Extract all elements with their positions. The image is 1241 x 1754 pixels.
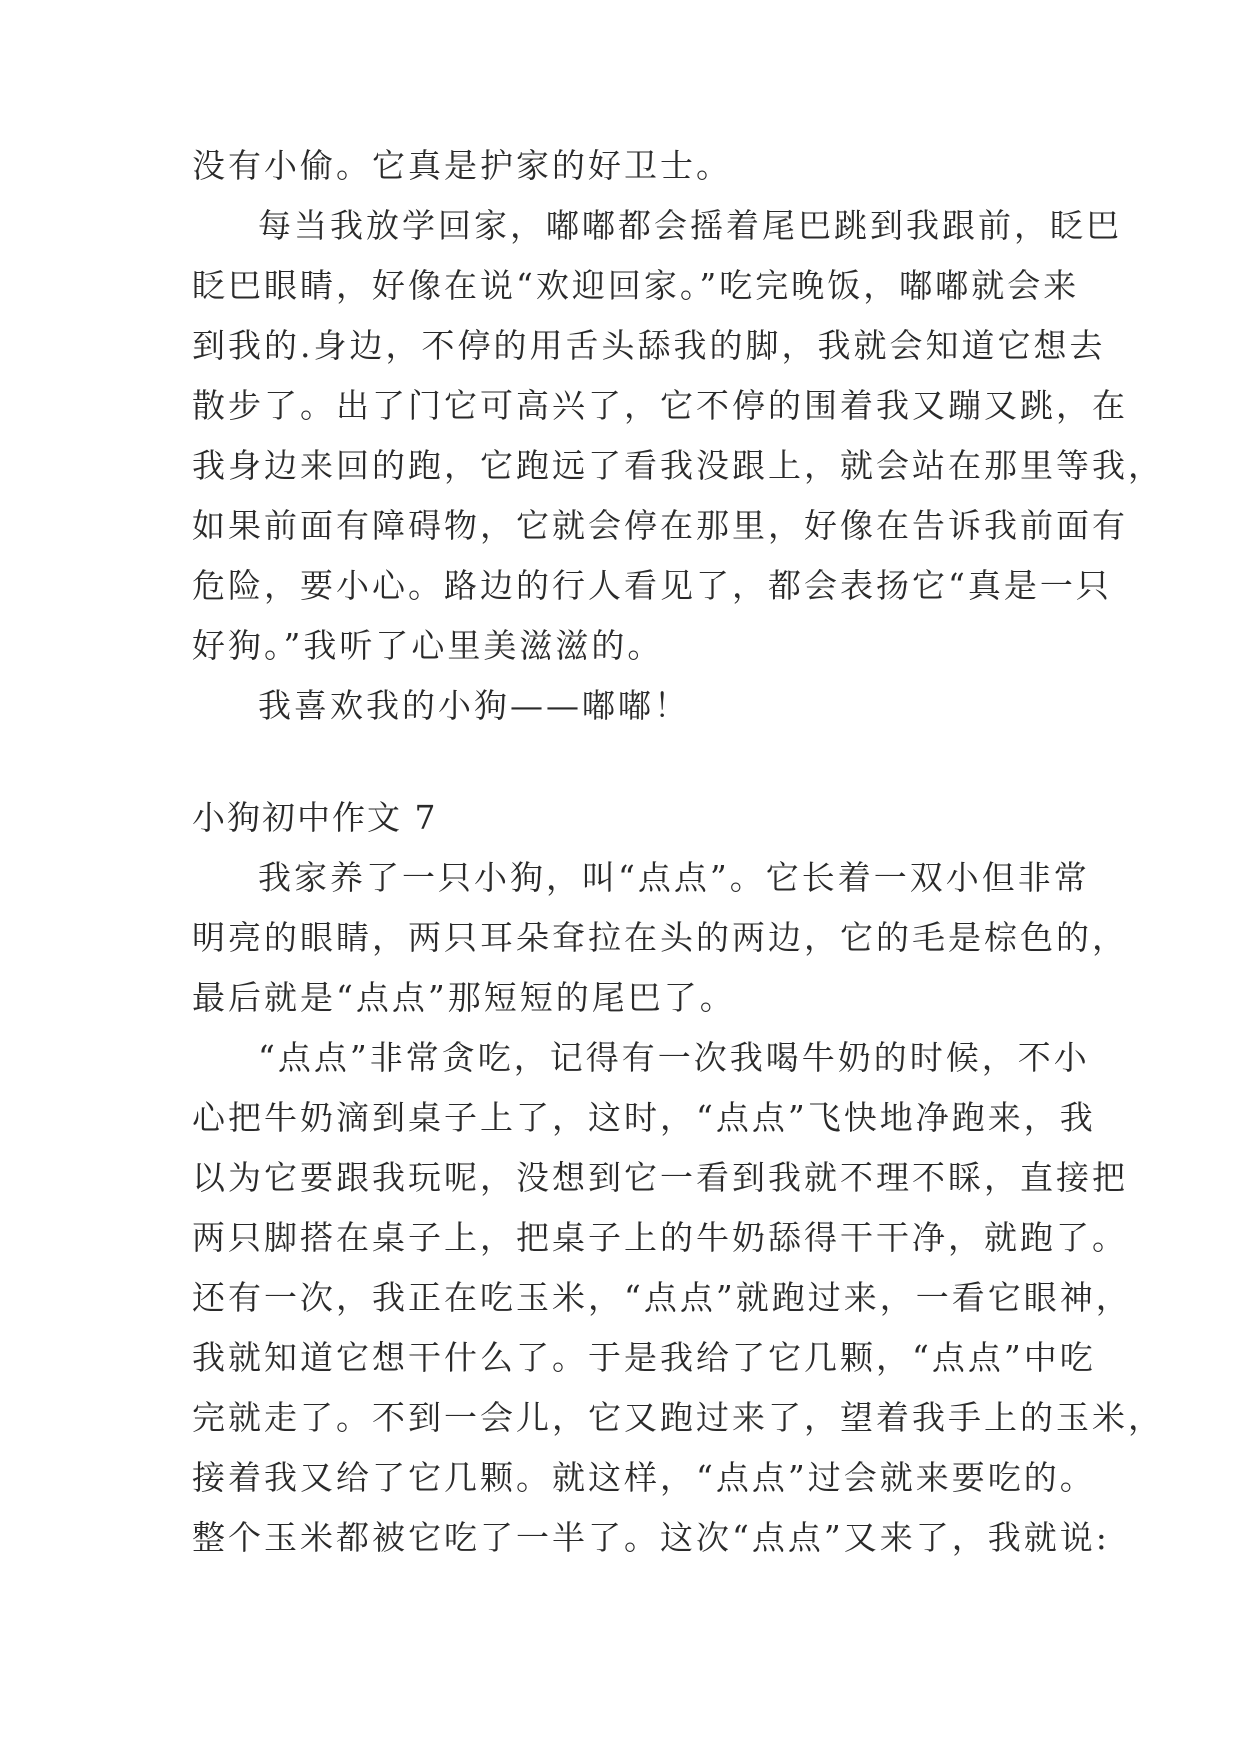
paragraph-line: 两只脚搭在桌子上，把桌子上的牛奶舔得干干净，就跑了。: [192, 1218, 1128, 1257]
paragraph-line: “点点”非常贪吃，记得有一次我喝牛奶的时候，不小: [258, 1038, 1090, 1077]
paragraph-line: 还有一次，我正在吃玉米，“点点”就跑过来，一看它眼神，: [192, 1278, 1132, 1317]
paragraph-line: 心把牛奶滴到桌子上了，这时，“点点”飞快地净跑来，我: [192, 1098, 1096, 1137]
paragraph-line: 眨巴眼睛，好像在说“欢迎回家。”吃完晚饭，嘟嘟就会来: [192, 266, 1080, 305]
paragraph-line: 整个玉米都被它吃了一半了。这次“点点”又来了，我就说:: [192, 1518, 1110, 1557]
paragraph-line: 散步了。出了门它可高兴了，它不停的围着我又蹦又跳，在: [192, 386, 1128, 425]
paragraph-line: 完就走了。不到一会儿，它又跑过来了，望着我手上的玉米，: [192, 1398, 1164, 1437]
paragraph-line: 好狗。”我听了心里美滋滋的。: [192, 626, 664, 665]
paragraph-line: 每当我放学回家，嘟嘟都会摇着尾巴跳到我跟前，眨巴: [258, 206, 1122, 245]
paragraph-line: 以为它要跟我玩呢，没想到它一看到我就不理不睬，直接把: [192, 1158, 1128, 1197]
paragraph-line: 危险，要小心。路边的行人看见了，都会表扬它“真是一只: [192, 566, 1112, 605]
paragraph-line: 没有小偷。它真是护家的好卫士。: [192, 146, 732, 185]
essay-section-2: [192, 848, 1164, 1568]
paragraph-line: 我身边来回的跑，它跑远了看我没跟上，就会站在那里等我，: [192, 446, 1164, 485]
paragraph-line: 到我的.身边，不停的用舌头舔我的脚，我就会知道它想去: [192, 326, 1106, 365]
paragraph-line: 我就知道它想干什么了。于是我给了它几颗，“点点”中吃: [192, 1338, 1096, 1377]
paragraph-line: 接着我又给了它几颗。就这样，“点点”过会就来要吃的。: [192, 1458, 1096, 1497]
paragraph-line: 最后就是“点点”那短短的尾巴了。: [192, 978, 736, 1017]
paragraph-line: 如果前面有障碍物，它就会停在那里，好像在告诉我前面有: [192, 506, 1128, 545]
section-heading: 小狗初中作文 7: [192, 798, 438, 837]
paragraph-line: 我家养了一只小狗，叫“点点”。它长着一双小但非常: [258, 858, 1090, 897]
paragraph-line: 我喜欢我的小狗——嘟嘟！: [258, 686, 690, 725]
essay-section-1: [192, 136, 1164, 736]
paragraph-line: 明亮的眼睛，两只耳朵耷拉在头的两边，它的毛是棕色的，: [192, 918, 1128, 957]
